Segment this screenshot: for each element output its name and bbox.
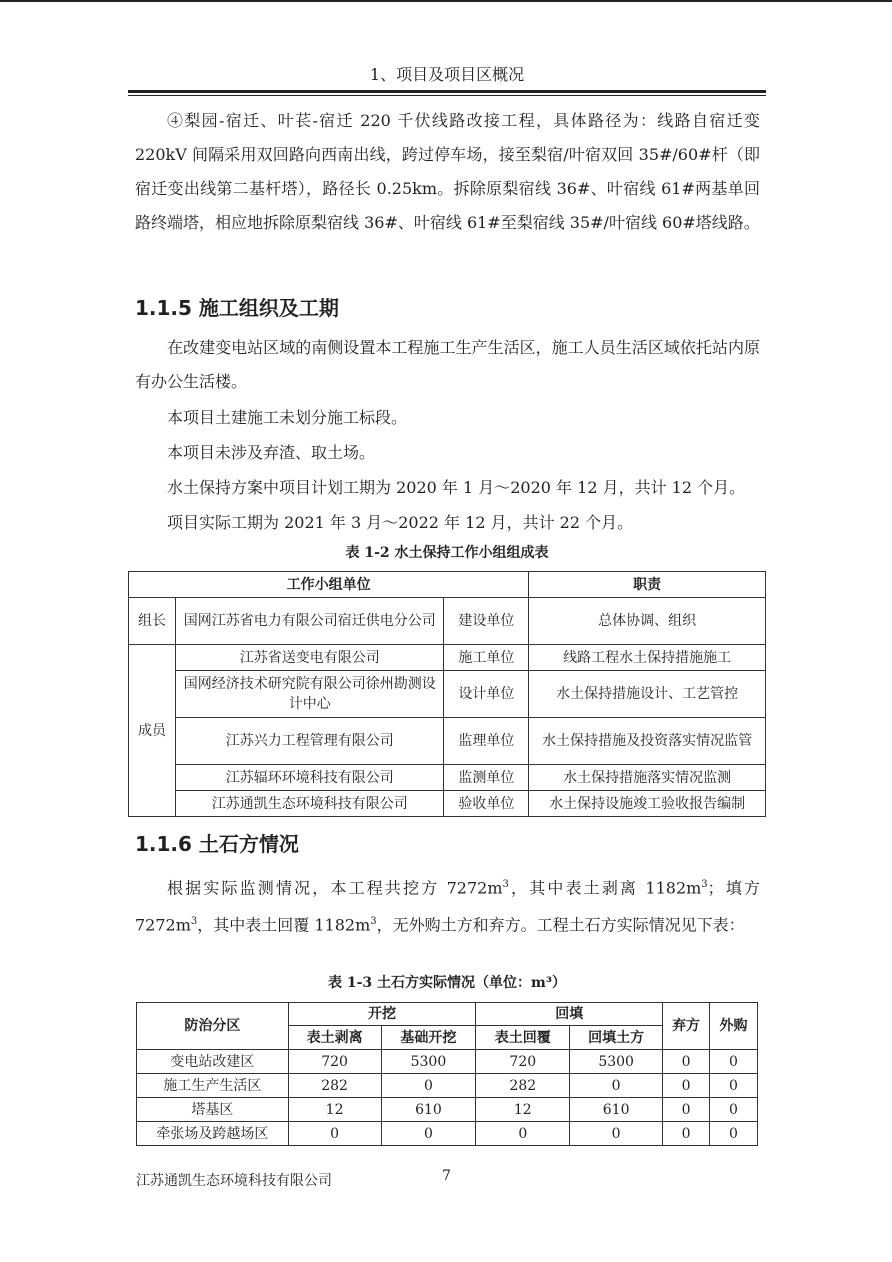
value-cell: 720 — [288, 1050, 381, 1074]
value-cell: 12 — [476, 1098, 570, 1122]
section-heading-1-1-5: 1.1.5 施工组织及工期 — [135, 296, 339, 320]
table-row — [137, 1098, 758, 1122]
table-row — [137, 1074, 758, 1098]
value-cell: 5300 — [381, 1050, 476, 1074]
org-cell: 江苏通凯生态环境科技有限公司 — [175, 791, 444, 817]
value-cell: 0 — [710, 1050, 758, 1074]
value-cell: 720 — [476, 1050, 570, 1074]
top-border — [0, 0, 892, 2]
zone-cell: 塔基区 — [137, 1098, 289, 1122]
value-cell: 0 — [663, 1122, 710, 1146]
header-zone: 防治分区 — [137, 1003, 289, 1050]
value-cell: 0 — [710, 1122, 758, 1146]
value-cell: 0 — [663, 1098, 710, 1122]
org-cell: 江苏辐环环境科技有限公司 — [175, 765, 444, 791]
header-foundation-excavation: 基础开挖 — [381, 1026, 476, 1050]
header-topsoil-strip: 表土剥离 — [288, 1026, 381, 1050]
org-cell: 国网江苏省电力有限公司宿迁供电分公司 — [175, 598, 444, 645]
value-cell: 0 — [710, 1074, 758, 1098]
value-cell: 0 — [288, 1122, 381, 1146]
header-excavation: 开挖 — [288, 1003, 476, 1026]
duty-cell: 水土保持措施落实情况监测 — [529, 765, 766, 791]
footer-company: 江苏通凯生态环境科技有限公司 — [136, 1173, 332, 1189]
paragraph: 水土保持方案中项目计划工期为 2020 年 1 月～2020 年 12 月，共计 12 个月。 — [167, 478, 746, 497]
org-cell: 江苏兴力工程管理有限公司 — [175, 718, 444, 765]
value-cell: 0 — [570, 1122, 663, 1146]
paragraph: 项目实际工期为 2021 年 3 月～2022 年 12 月，共计 22 个月。 — [167, 513, 634, 532]
section-heading-1-1-6: 1.1.6 土石方情况 — [135, 832, 299, 856]
zone-cell: 变电站改建区 — [137, 1050, 289, 1074]
role-cell-leader: 组长 — [129, 598, 176, 645]
table-1-3 — [136, 1002, 758, 1146]
value-cell: 12 — [288, 1098, 381, 1122]
org-cell: 国网经济技术研究院有限公司徐州勘测设计中心 — [175, 671, 444, 718]
header-rule-thin — [128, 95, 766, 96]
unit-type-cell: 验收单位 — [444, 791, 529, 817]
value-cell: 610 — [381, 1098, 476, 1122]
value-cell: 0 — [663, 1050, 710, 1074]
paragraph: 本项目土建施工未划分施工标段。 — [167, 408, 408, 427]
table-1-2-caption: 表 1-2 水土保持工作小组组成表 — [345, 545, 549, 561]
duty-cell: 总体协调、组织 — [529, 598, 766, 645]
duty-cell: 线路工程水土保持措施施工 — [529, 645, 766, 671]
value-cell: 282 — [476, 1074, 570, 1098]
zone-cell: 施工生产生活区 — [137, 1074, 289, 1098]
duty-cell: 水土保持措施设计、工艺管控 — [529, 671, 766, 718]
value-cell: 0 — [710, 1098, 758, 1122]
table-row — [137, 1050, 758, 1074]
header-waste: 弃方 — [663, 1003, 710, 1050]
table-1-2 — [128, 571, 766, 817]
unit-type-cell: 监测单位 — [444, 765, 529, 791]
unit-type-cell: 设计单位 — [444, 671, 529, 718]
value-cell: 0 — [476, 1122, 570, 1146]
value-cell: 0 — [663, 1074, 710, 1098]
header-purchased: 外购 — [710, 1003, 758, 1050]
unit-type-cell: 监理单位 — [444, 718, 529, 765]
header-fill: 回填 — [476, 1003, 663, 1026]
table-1-3-caption: 表 1-3 土石方实际情况（单位：m³） — [328, 975, 566, 991]
org-cell: 江苏省送变电有限公司 — [175, 645, 444, 671]
page-header-title: 1、项目及项目区概况 — [369, 65, 525, 84]
value-cell: 5300 — [570, 1050, 663, 1074]
earthwork-paragraph: 根据实际监测情况，本工程共挖方 $7272m^3$，其中表土剥离 $1182m^3$；填方 $7272m^3$，其中表土回覆 $1182m^3$，无外购土方和弃方。工程土石方实际情况见下表： — [135, 878, 760, 935]
header-topsoil-cover: 表土回覆 — [476, 1026, 570, 1050]
table-row — [137, 1122, 758, 1146]
paragraph: 在改建变电站区域的南侧设置本工程施工生产生活区，施工人员生活区域依托站内原有办公生活楼。 — [135, 338, 760, 391]
value-cell: 610 — [570, 1098, 663, 1122]
role-cell-member: 成员 — [129, 645, 176, 817]
zone-cell: 牵张场及跨越场区 — [137, 1122, 289, 1146]
duty-cell: 水土保持措施及投资落实情况监管 — [529, 718, 766, 765]
header-fill-earth: 回填土方 — [570, 1026, 663, 1050]
unit-type-cell: 施工单位 — [444, 645, 529, 671]
duty-cell: 水土保持设施竣工验收报告编制 — [529, 791, 766, 817]
table-header-duty: 职责 — [529, 572, 766, 598]
paragraph: 本项目未涉及弃渣、取土场。 — [167, 443, 376, 462]
value-cell: 282 — [288, 1074, 381, 1098]
table-header-unit: 工作小组单位 — [129, 572, 529, 598]
intro-paragraph: ④梨园-宿迁、叶苌-宿迁 220 千伏线路改接工程，具体路径为：线路自宿迁变 220kV 间隔采用双回路向西南出线，跨过停车场，接至梨宿/叶宿双回 35#/60#杆（即宿迁变出线第二基杆塔），路径长 0.25km。拆除原梨宿线 36#、叶宿线 61#两基单回路终端塔，相应地拆除原梨宿线 36#、叶宿线 61#至梨宿线 35#/叶宿线 60#塔线路。 — [135, 111, 760, 232]
page-number: 7 — [442, 1168, 451, 1184]
value-cell: 0 — [381, 1122, 476, 1146]
header-rule — [128, 90, 766, 93]
value-cell: 0 — [570, 1074, 663, 1098]
unit-type-cell: 建设单位 — [444, 598, 529, 645]
value-cell: 0 — [381, 1074, 476, 1098]
